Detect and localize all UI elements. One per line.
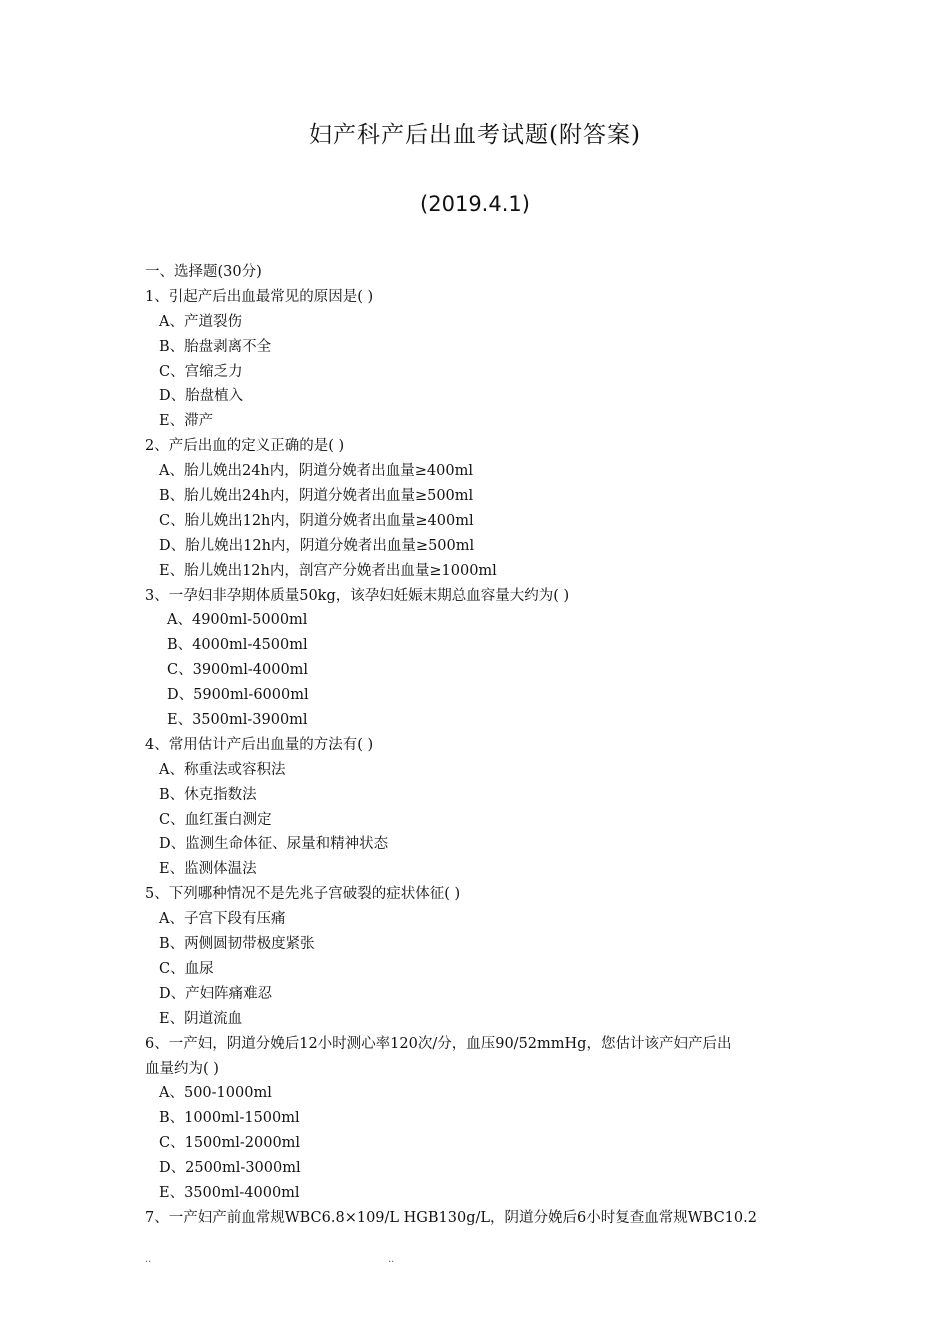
question-3-option-c: C、3900ml-4000ml <box>167 662 309 679</box>
question-5-option-d: D、产妇阵痛难忍 <box>159 985 273 1002</box>
question-6-option-b: B、1000ml-1500ml <box>159 1110 300 1127</box>
question-4-option-c: C、血红蛋白测定 <box>159 811 272 828</box>
question-6-option-d: D、2500ml-3000ml <box>159 1160 301 1177</box>
question-5-option-e: E、阴道流血 <box>159 1010 243 1027</box>
question-1-option-a: A、产道裂伤 <box>159 313 242 330</box>
question-2-option-d: D、胎儿娩出12h内，阴道分娩者出血量≥500ml <box>159 537 475 554</box>
question-5-option-b: B、两侧圆韧带极度紧张 <box>159 936 315 953</box>
question-1-stem: 1、引起产后出血最常见的原因是( ) <box>145 288 374 305</box>
question-5-option-a: A、子宫下段有压痛 <box>159 911 286 928</box>
question-1-option-d: D、胎盘植入 <box>159 388 244 405</box>
question-4-option-e: E、监测体温法 <box>159 861 257 878</box>
question-4-option-a: A、称重法或容积法 <box>159 761 286 778</box>
document-date: (2019.4.1) <box>420 192 530 216</box>
question-1-option-c: C、宫缩乏力 <box>159 363 243 380</box>
question-2-option-c: C、胎儿娩出12h内，阴道分娩者出血量≥400ml <box>159 512 474 529</box>
question-6-option-a: A、500-1000ml <box>159 1085 272 1102</box>
footer-mark-left: .. <box>145 1254 152 1265</box>
question-3-option-d: D、5900ml-6000ml <box>167 687 309 704</box>
question-6-stem-line-2: 血量约为( ) <box>145 1060 219 1077</box>
question-3-option-b: B、4000ml-4500ml <box>167 637 308 654</box>
question-3-option-a: A、4900ml-5000ml <box>167 612 308 629</box>
question-4-option-d: D、监测生命体征、尿量和精神状态 <box>159 836 389 853</box>
question-2-option-b: B、胎儿娩出24h内，阴道分娩者出血量≥500ml <box>159 488 474 505</box>
question-2-option-a: A、胎儿娩出24h内，阴道分娩者出血量≥400ml <box>159 463 473 480</box>
question-1-option-b: B、胎盘剥离不全 <box>159 338 272 355</box>
question-6-option-c: C、1500ml-2000ml <box>159 1135 301 1152</box>
question-4-option-b: B、休克指数法 <box>159 786 257 803</box>
question-5-option-c: C、血尿 <box>159 960 214 977</box>
question-2-option-e: E、胎儿娩出12h内，剖宫产分娩者出血量≥1000ml <box>159 562 497 579</box>
question-4-stem: 4、常用估计产后出血量的方法有( ) <box>145 736 374 753</box>
question-3-option-e: E、3500ml-3900ml <box>167 712 308 729</box>
question-2-stem: 2、产后出血的定义正确的是( ) <box>145 438 345 455</box>
document-title: 妇产科产后出血考试题(附答案) <box>309 122 641 148</box>
question-6-option-e: E、3500ml-4000ml <box>159 1184 300 1201</box>
footer-mark-right: .. <box>388 1254 395 1265</box>
question-1-option-e: E、滞产 <box>159 413 214 430</box>
question-6-stem-line-1: 6、一产妇，阴道分娩后12小时测心率120次/分，血压90/52mmHg，您估计该产妇产后出 <box>145 1035 732 1052</box>
question-5-stem: 5、下列哪种情况不是先兆子宫破裂的症状体征( ) <box>145 886 461 903</box>
question-7-stem: 7、一产妇产前血常规WBC6.8×109/L HGB130g/L，阴道分娩后6小时复查血常规WBC10.2 <box>145 1209 757 1226</box>
question-3-stem: 3、一孕妇非孕期体质量50kg，该孕妇妊娠末期总血容量大约为( ) <box>145 587 570 604</box>
document-body <box>145 260 815 1231</box>
section-heading: 一、选择题(30分) <box>145 264 262 280</box>
